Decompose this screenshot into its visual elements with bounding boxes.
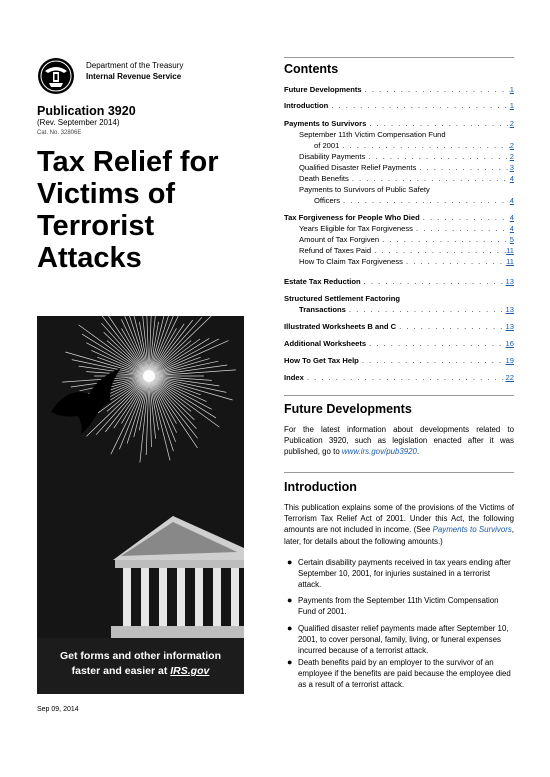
payments-to-survivors-link[interactable]: Payments to Survivors (432, 525, 512, 535)
toc-page-link[interactable]: 3 (509, 163, 514, 172)
toc-entry[interactable] (284, 321, 514, 332)
toc-page-link[interactable]: 4 (509, 213, 514, 222)
irs-eagle-logo (37, 57, 75, 95)
introduction-heading: Introduction (284, 480, 357, 494)
future-developments-text (284, 424, 514, 458)
toc-page-link[interactable]: 11 (506, 246, 514, 255)
divider (284, 472, 514, 473)
toc-leader-dots (339, 140, 509, 151)
toc-entry-label: Structured Settlement Factoring (284, 294, 401, 303)
toc-entry[interactable] (284, 355, 514, 366)
toc-entry[interactable] (299, 129, 514, 140)
toc-entry-label: Tax Forgiveness for People Who Died (284, 213, 420, 222)
toc-entry[interactable] (299, 234, 514, 245)
intro-text-prefix: This publication explains some of the provisions of the Victims of Terrorism Tax Relief Act of 2001. Under this Act, the following amounts are not included in income. (See (284, 503, 514, 535)
toc-leader-dots (371, 245, 506, 256)
toc-leader-dots (362, 84, 510, 95)
contents-heading: Contents (284, 62, 339, 76)
toc-leader-dots (366, 118, 509, 129)
toc-entry-label: Introduction (284, 101, 329, 110)
bullet-icon: ● (287, 657, 293, 667)
introduction-text (284, 502, 514, 547)
toc-leader-dots (379, 234, 510, 245)
promo-line2 (37, 664, 244, 679)
toc-entry[interactable] (314, 140, 514, 151)
intro-text-suffix: , later, for details about the following amounts.) (284, 525, 514, 546)
toc-page-link[interactable]: 16 (505, 339, 514, 348)
toc-entry-label: Years Eligible for Tax Forgiveness (299, 224, 413, 233)
toc-page-link[interactable]: 5 (509, 235, 514, 244)
toc-entry[interactable] (299, 245, 514, 256)
toc-entry-label: How To Get Tax Help (284, 356, 359, 365)
toc-entry[interactable] (299, 151, 514, 162)
toc-leader-dots (420, 212, 510, 223)
toc-leader-dots (403, 256, 506, 267)
toc-entry-label: Estate Tax Reduction (284, 277, 361, 286)
footer-date: Sep 09, 2014 (37, 706, 79, 713)
toc-entry[interactable] (299, 173, 514, 184)
toc-page-link[interactable]: 4 (509, 174, 514, 183)
toc-entry-label: Payments to Survivors (284, 119, 367, 128)
toc-entry[interactable] (314, 195, 514, 206)
toc-leader-dots (365, 151, 510, 162)
toc-entry[interactable] (284, 338, 514, 349)
catalog-number: Cat. No. 32806E (37, 130, 82, 136)
toc-entry[interactable] (299, 304, 514, 315)
toc-leader-dots (328, 100, 509, 111)
toc-entry-label: Officers (314, 196, 341, 205)
promo-line2-prefix: faster and easier at (71, 665, 171, 677)
bullet-icon: ● (287, 557, 293, 567)
department-line2: Internal Revenue Service (86, 72, 182, 81)
toc-leader-dots (346, 304, 506, 315)
toc-entry[interactable] (284, 100, 514, 111)
toc-page-link[interactable]: 2 (509, 119, 514, 128)
toc-leader-dots (340, 195, 510, 206)
toc-entry-label: Index (284, 373, 304, 382)
toc-entry-label: Payments to Survivors of Public Safety (299, 185, 430, 194)
toc-leader-dots (359, 355, 506, 366)
future-text-prefix: For the latest information about developments related to Publication 3920, such as legislation enacted after it was published, go to (284, 425, 514, 457)
title-line: Attacks (37, 242, 142, 274)
toc-entry-label: Disability Payments (299, 152, 366, 161)
toc-entry[interactable] (284, 84, 514, 95)
toc-entry[interactable] (299, 162, 514, 173)
pub3920-link[interactable]: www.irs.gov/pub3920 (341, 447, 417, 457)
divider (284, 57, 514, 58)
toc-entry-label: Refund of Taxes Paid (299, 246, 372, 255)
future-developments-heading: Future Developments (284, 402, 412, 416)
toc-leader-dots (349, 173, 510, 184)
future-text-suffix: . (416, 447, 420, 457)
publication-number: Publication 3920 (37, 104, 136, 118)
toc-page-link[interactable]: 13 (505, 305, 514, 314)
toc-leader-dots (413, 223, 510, 234)
toc-entry-label: Transactions (299, 305, 346, 314)
toc-entry[interactable] (284, 276, 514, 287)
toc-entry-label: Qualified Disaster Relief Payments (299, 163, 417, 172)
toc-page-link[interactable]: 13 (505, 322, 514, 331)
bullet-text: Certain disability payments received in tax years ending after September 10, 2001, for injuries sustained in a terrorist attack. (298, 558, 511, 590)
toc-leader-dots (361, 276, 506, 287)
fireworks-capitol-illustration (37, 316, 244, 638)
bullet-text: Payments from the September 11th Victim Compensation Fund of 2001. (298, 596, 499, 617)
toc-leader-dots (396, 321, 505, 332)
bullet-icon: ● (287, 623, 293, 633)
toc-entry[interactable] (284, 212, 514, 223)
toc-entry[interactable] (284, 118, 514, 129)
toc-leader-dots (304, 372, 506, 383)
toc-entry-label: Death Benefits (299, 174, 349, 183)
toc-page-link[interactable]: 13 (505, 277, 514, 286)
bullet-icon: ● (287, 595, 293, 605)
toc-entry-label: September 11th Victim Compensation Fund (299, 130, 446, 139)
toc-entry[interactable] (299, 223, 514, 234)
toc-entry-label: Future Developments (284, 85, 362, 94)
bullet-text: Qualified disaster relief payments made after September 10, 2001, to cover personal, family, living, or funeral expenses incurred because of a terrorist attack. (298, 624, 509, 656)
irs-gov-link[interactable]: IRS.gov (170, 665, 210, 677)
toc-page-link[interactable]: 2 (509, 152, 514, 161)
bullet-text: Death benefits paid by an employer to the survivor of an employee if the benefits are paid because the employee died as a result of a terrorist attack. (298, 658, 511, 690)
toc-entry-label: of 2001 (314, 141, 340, 150)
toc-page-link[interactable]: 2 (509, 141, 514, 150)
toc-leader-dots (366, 338, 505, 349)
publication-title (37, 146, 257, 274)
cover-photo (37, 316, 244, 694)
toc-page-link[interactable]: 11 (506, 257, 514, 266)
toc-leader-dots (416, 162, 509, 173)
toc-page-link[interactable]: 22 (505, 373, 514, 382)
toc-page-link[interactable]: 4 (509, 224, 514, 233)
toc-entry[interactable] (284, 372, 514, 383)
toc-page-link[interactable]: 19 (505, 356, 514, 365)
promo-banner (37, 638, 244, 694)
department-line1: Department of the Treasury (86, 61, 184, 70)
publication-revision: (Rev. September 2014) (37, 118, 120, 127)
toc-entry-label: Additional Worksheets (284, 339, 367, 348)
toc-entry[interactable] (284, 293, 514, 304)
toc-entry-label: Amount of Tax Forgiven (299, 235, 380, 244)
title-line: Terrorist (37, 210, 155, 242)
toc-page-link[interactable]: 4 (509, 196, 514, 205)
title-line: Tax Relief for (37, 146, 219, 178)
promo-line1: Get forms and other information (59, 650, 221, 662)
department-label (86, 60, 183, 82)
toc-entry-label: Illustrated Worksheets B and C (284, 322, 397, 331)
title-line: Victims of (37, 178, 176, 210)
toc-page-link[interactable]: 1 (509, 85, 514, 94)
toc-entry[interactable] (299, 184, 514, 195)
toc-entry-label: How To Claim Tax Forgiveness (299, 257, 403, 266)
toc-entry[interactable] (299, 256, 514, 267)
divider (284, 395, 514, 396)
toc-page-link[interactable]: 1 (509, 101, 514, 110)
